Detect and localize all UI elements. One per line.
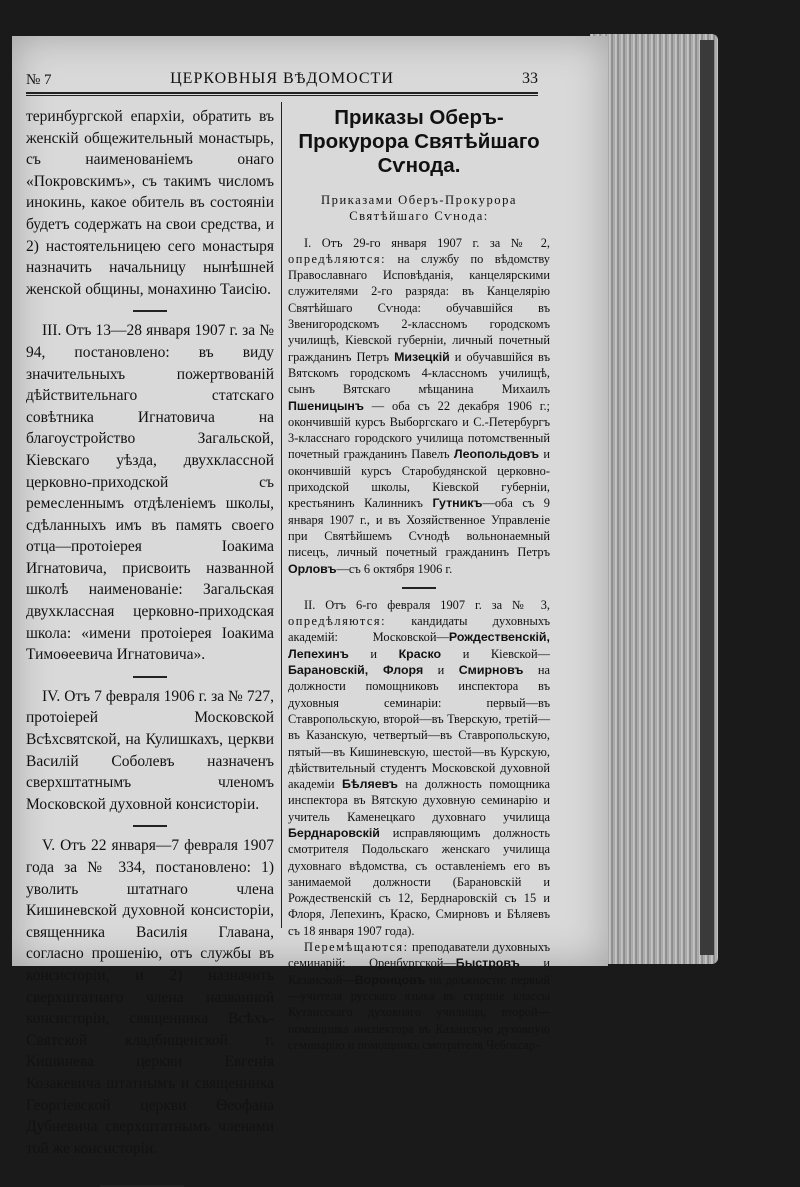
separator: [402, 587, 436, 589]
paragraph-item-3: III. Отъ 13—28 января 1907 г. за № 94, постановлено: въ виду значительныхъ пожертвованій дѣйствительнаго статскаго совѣтника Игнатовича на благоустройство Загальской, Кіевскаго уѣзда, двухклассной церковно-приходской съ ремесленнымъ отдѣленіемъ школы, сдѣланныхъ имъ въ память своего отца—протоіерея Іоакима Игнатовича, присвоить названной школѣ наименованіе: Загальская двухклассная церковно-приходская школа: «имени протоіерея Іоакима Тимоѳеевича Игнатовича».: [26, 322, 274, 664]
paragraph-continuation: теринбургской епархіи, обратить въ женскій общежительный монастырь, съ наименованіемъ онаго «Покровскимъ», съ такимъ числомъ инокинь, какое обитель въ состояніи будетъ содержать на свои средства, и 2) настоятельницею сего монастыря назначить начальницу нынѣшней женской общины, монахиню Таисію.: [26, 108, 274, 298]
paragraph-item-5: V. Отъ 22 января—7 февраля 1907 года за № 334, постановлено: 1) уволить штатнаго члена Кишиневской духовной консисторіи, священника Василія Главана, согласно прошенію, отъ службы въ консисторіи, и 2) назначить сверхштатнаго члена названной консисторіи, священника Всѣхъ-Святской кладбищенской г. Кишинева церкви Евгенія Козакевича штатнымъ и священника Георгіевской церкви Ѳеофана Дубневича сверхштатнымъ членами той же консисторіи.: [26, 837, 274, 1157]
section-title: Приказы Оберъ-Прокурора Святѣйшаго Сѵнода.: [298, 106, 540, 177]
book-cover-edge: [700, 40, 714, 955]
separator: [133, 825, 167, 827]
section-subtitle: Приказами Оберъ-Прокурора Святѣйшаго Сѵнода:: [321, 193, 517, 224]
order-item-3: Перемѣщаются: преподаватели духовныхъ семинарій: Оренбургской—Быстровъ и Казанской—Воронцовъ на должности: первый—учителя русскаго языка въ старшіе классы Кутаисскаго духовнаго училища, второй—помощника инспектора въ Казанскую духовную семинарію и помощникъ смотрителя Чебоксар-: [288, 940, 551, 1052]
order-item-1: I. Отъ 29-го января 1907 г. за № 2, опредѣляются: на службу по вѣдомству Православнаго Исповѣданія, канцелярскими служителями 2-го разряда: въ Канцелярію Святѣйшаго Сѵнода: обучавшійся въ Звенигородскомъ 2-классномъ городскомъ училищѣ, Кіевской губерніи, личный почетный гражданинъ Петръ Мизецкій и обучавшійся въ Вятскомъ городскомъ 4-классномъ училищѣ, сынъ Вятскаго мѣщанина Михаилъ Пшеницынъ — оба съ 22 декабря 1906 г.; окончившій курсъ Выборгскаго и С.-Петербургъ 3-класснаго городского училища потомственный почетный гражданинъ Павелъ Леопольдовъ и окончившій курсъ Старобудянской церковно-приходской школы, Кіевской губерніи, крестьянинъ Калинникъ Гутникъ—оба съ 9 января 1907 г., и въ Хозяйственное Управленіе при Святѣйшемъ Сѵнодѣ вольнонаемный писецъ, личный почетный гражданинъ Петръ Орловъ—съ 6 октября 1906 г.: [288, 235, 550, 576]
column-divider: [281, 102, 282, 928]
book-page-edges: [590, 34, 718, 964]
page-number: 33: [522, 70, 538, 87]
document-page: [12, 36, 608, 1157]
running-header: [26, 70, 538, 94]
right-column: [288, 106, 550, 1053]
left-column: [26, 106, 274, 1187]
paragraph-item-4: IV. Отъ 7 февраля 1906 г. за № 727, протоіерей Московской Всѣхсвятской, на Кулишкахъ, церкви Василій Соболевъ назначенъ сверхштатнымъ членомъ Московской духовной консисторіи.: [26, 687, 274, 813]
journal-title: ЦЕРКОВНЫЯ ВѢДОМОСТИ: [170, 70, 394, 87]
header-rule: [26, 95, 538, 96]
separator: [133, 310, 167, 312]
issue-number: № 7: [26, 72, 52, 88]
order-item-2: II. Отъ 6-го февраля 1907 г. за № 3, опредѣляются: кандидаты духовныхъ академій: Московской—Рождественскій, Лепехинъ и Краско и Кіевской—Барановскій, Флоря и Смирновъ на должности помощниковъ инспектора въ духовныя семинаріи: первый—въ Ставропольскую, второй—въ Тверскую, третій—въ Казанскую, четвертый—въ Ставропольскую, пятый—въ Кишиневскую, шестой—въ Курскую, дѣйствительный студентъ Московской духовной академіи Бѣляевъ на должность помощника инспектора въ Вятскую духовную семинарію и учитель Каменецкаго духовнаго училища Берднаровскій исправляющимъ должность смотрителя Подольскаго женскаго училища духовнаго вѣдомства, съ оставленіемъ его въ занимаемой должности (Барановскій и Рождественскій съ 12, Берднаровскій съ 15 и Флоря, Лепехинъ, Краско, Смирновъ и Бѣляевъ съ 18 января 1907 года).: [288, 597, 551, 938]
separator: [133, 676, 167, 678]
